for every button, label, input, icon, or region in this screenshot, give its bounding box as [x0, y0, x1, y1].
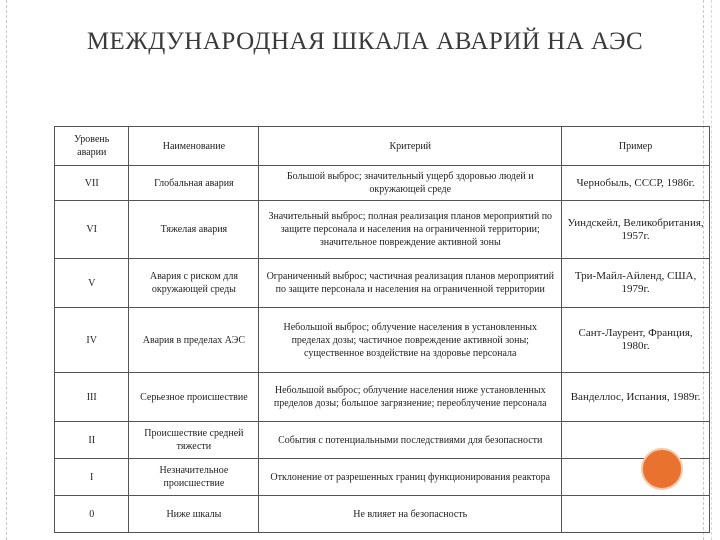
- criterion-cell: Отклонение от разрешенных границ функционирования реактора: [259, 459, 562, 496]
- name-cell: Происшествие средней тяжести: [129, 422, 259, 459]
- level-cell: VI: [55, 201, 129, 259]
- header-criterion: Критерий: [259, 127, 562, 166]
- name-cell: Авария с риском для окружающей среды: [129, 259, 259, 308]
- criterion-cell: Значительный выброс; полная реализация планов мероприятий по защите персонала и населения на ограниченной территории; значительное повреждение активной зоны: [259, 201, 562, 259]
- ines-scale-table: [54, 126, 710, 533]
- name-cell: Авария в пределах АЭС: [129, 308, 259, 373]
- table-header-row: [55, 127, 710, 166]
- table-row: [55, 373, 710, 422]
- name-cell: Тяжелая авария: [129, 201, 259, 259]
- decorative-circle: [641, 448, 683, 490]
- example-cell: Чернобыль, СССР, 1986г.: [562, 166, 710, 201]
- slide-border-right-outer: [711, 0, 712, 540]
- level-cell: VII: [55, 166, 129, 201]
- level-cell: III: [55, 373, 129, 422]
- criterion-cell: Небольшой выброс; облучение населения ниже установленных пределов дозы; большое загрязнение; переоблучение персонала: [259, 373, 562, 422]
- table-row: [55, 308, 710, 373]
- table-row: [55, 201, 710, 259]
- example-cell: Сант-Лаурент, Франция, 1980г.: [562, 308, 710, 373]
- slide-border-left: [6, 0, 7, 540]
- criterion-cell: Ограниченный выброс; частичная реализация планов мероприятий по защите персонала и населения на ограниченной территории: [259, 259, 562, 308]
- table-row: [55, 422, 710, 459]
- example-cell: [562, 422, 710, 459]
- example-cell: Три-Майл-Айленд, США, 1979г.: [562, 259, 710, 308]
- table-row: [55, 459, 710, 496]
- name-cell: Глобальная авария: [129, 166, 259, 201]
- level-cell: 0: [55, 496, 129, 533]
- example-cell: Ванделлос, Испания, 1989г.: [562, 373, 710, 422]
- table-row: [55, 496, 710, 533]
- example-cell: [562, 459, 710, 496]
- example-cell: Уиндскейл, Великобритания, 1957г.: [562, 201, 710, 259]
- criterion-cell: Большой выброс; значительный ущерб здоровью людей и окружающей среде: [259, 166, 562, 201]
- table-row: [55, 166, 710, 201]
- level-cell: V: [55, 259, 129, 308]
- criterion-cell: Не влияет на безопасность: [259, 496, 562, 533]
- level-cell: I: [55, 459, 129, 496]
- page-title: МЕЖДУНАРОДНАЯ ШКАЛА АВАРИЙ НА АЭС: [86, 28, 644, 55]
- name-cell: Серьезное происшествие: [129, 373, 259, 422]
- criterion-cell: События с потенциальными последствиями для безопасности: [259, 422, 562, 459]
- name-cell: Незначительное происшествие: [129, 459, 259, 496]
- example-cell: [562, 496, 710, 533]
- name-cell: Ниже шкалы: [129, 496, 259, 533]
- table-row: [55, 259, 710, 308]
- header-example: Пример: [562, 127, 710, 166]
- level-cell: II: [55, 422, 129, 459]
- level-cell: IV: [55, 308, 129, 373]
- criterion-cell: Небольшой выброс; облучение населения в установленных пределах дозы; частичное повреждение активной зоны; существенное воздействие на здоровье персонала: [259, 308, 562, 373]
- header-name: Наименование: [129, 127, 259, 166]
- header-level: Уровень аварии: [55, 127, 129, 166]
